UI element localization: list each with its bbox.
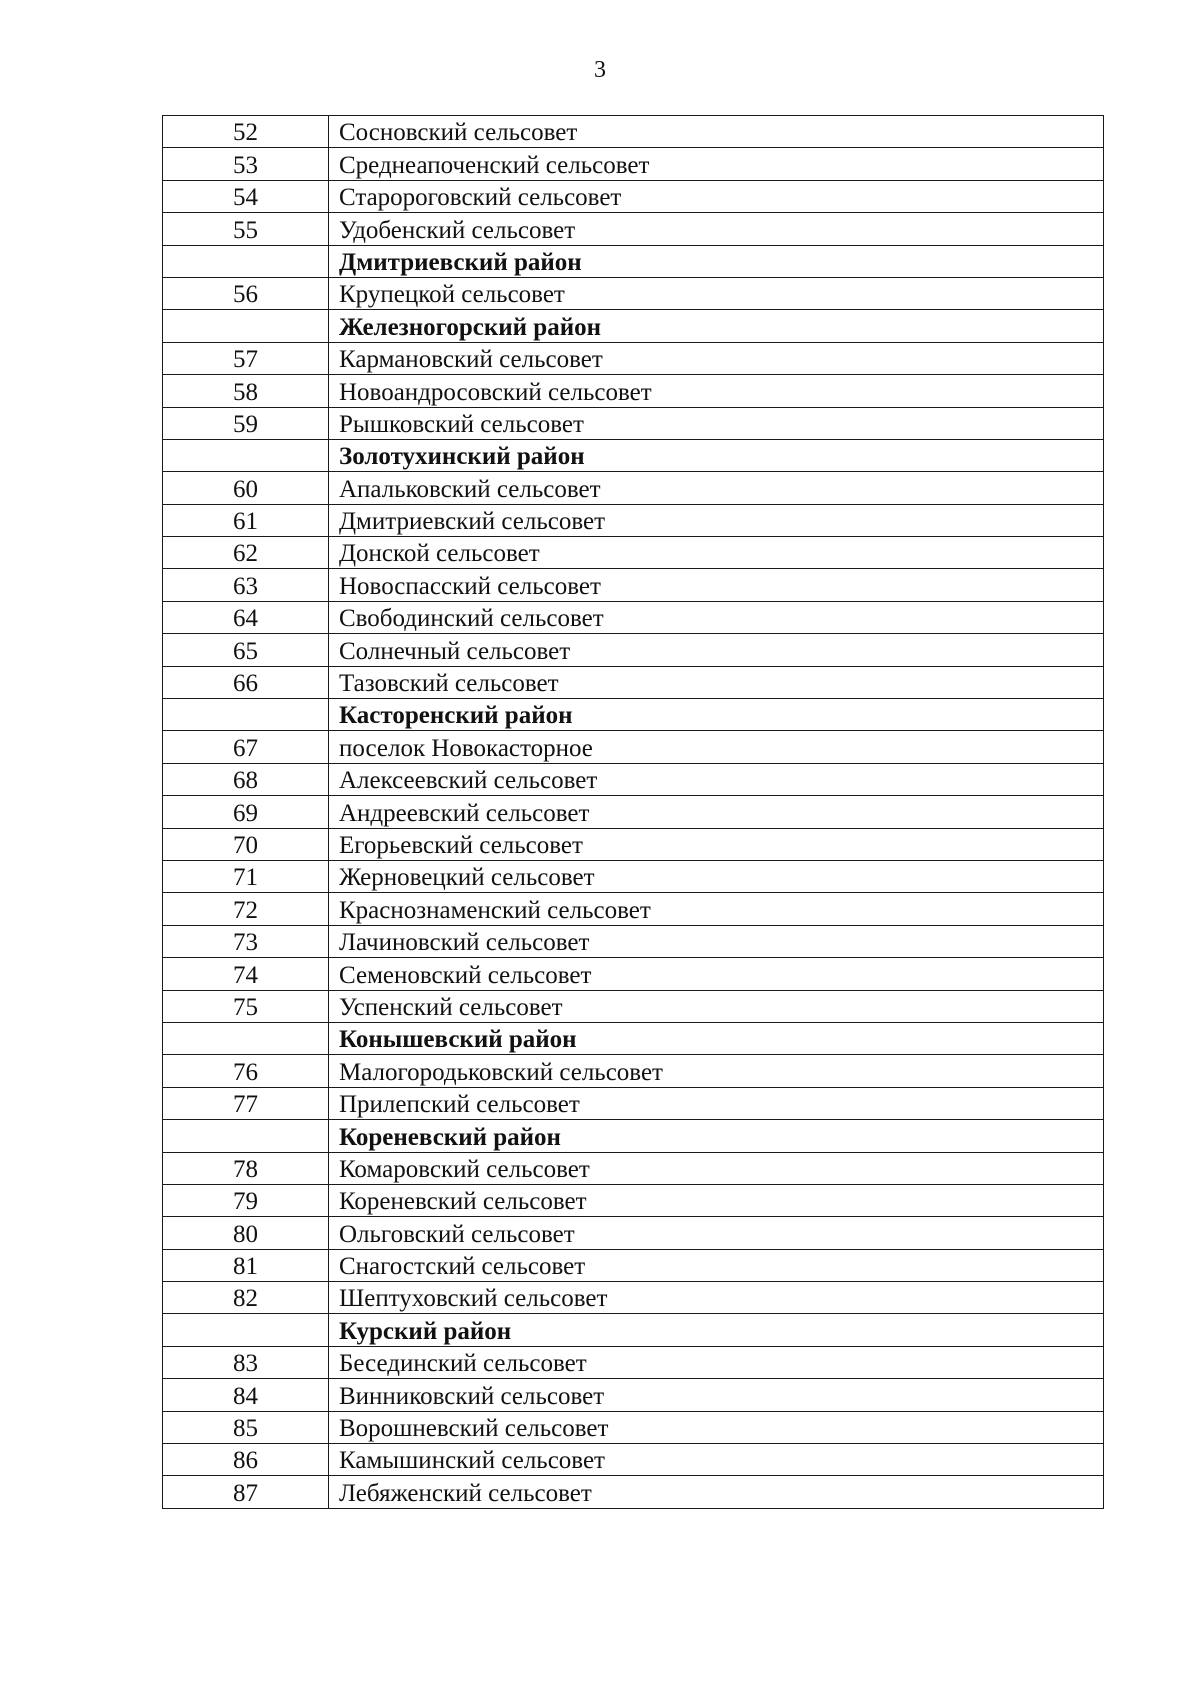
- row-number: [163, 699, 329, 731]
- district-header-row: [163, 439, 1104, 471]
- municipality-name: Малогородьковский сельсовет: [329, 1055, 1104, 1087]
- row-number: 61: [163, 504, 329, 536]
- table-row: [163, 1152, 1104, 1184]
- row-number: 72: [163, 893, 329, 925]
- row-number: 84: [163, 1379, 329, 1411]
- row-number: [163, 310, 329, 342]
- municipality-name: Кореневский сельсовет: [329, 1184, 1104, 1216]
- municipality-name: Старороговский сельсовет: [329, 180, 1104, 212]
- table-row: [163, 990, 1104, 1022]
- row-number: 62: [163, 537, 329, 569]
- municipality-name: Донской сельсовет: [329, 537, 1104, 569]
- row-number: 81: [163, 1249, 329, 1281]
- table-row: [163, 407, 1104, 439]
- municipality-name: Новоандросовский сельсовет: [329, 375, 1104, 407]
- table-row: [163, 925, 1104, 957]
- table-row: [163, 180, 1104, 212]
- municipality-name: Семеновский сельсовет: [329, 958, 1104, 990]
- row-number: 60: [163, 472, 329, 504]
- row-number: 55: [163, 213, 329, 245]
- row-number: 75: [163, 990, 329, 1022]
- district-header-row: [163, 310, 1104, 342]
- table-row: [163, 763, 1104, 795]
- municipality-name: Лебяженский сельсовет: [329, 1476, 1104, 1508]
- table-row: [163, 375, 1104, 407]
- page-number: 3: [594, 57, 606, 83]
- table-row: [163, 796, 1104, 828]
- table-row: [163, 569, 1104, 601]
- district-header-row: [163, 1314, 1104, 1346]
- municipality-name: Лачиновский сельсовет: [329, 925, 1104, 957]
- district-name: Железногорский район: [329, 310, 1104, 342]
- table-row: [163, 1411, 1104, 1443]
- row-number: [163, 1314, 329, 1346]
- municipality-name: Жерновецкий сельсовет: [329, 860, 1104, 892]
- municipality-name: Андреевский сельсовет: [329, 796, 1104, 828]
- district-name: Дмитриевский район: [329, 245, 1104, 277]
- table-row: [163, 1282, 1104, 1314]
- row-number: 77: [163, 1087, 329, 1119]
- municipality-name: Бесединский сельсовет: [329, 1346, 1104, 1378]
- row-number: 86: [163, 1444, 329, 1476]
- table-row: [163, 1184, 1104, 1216]
- row-number: 66: [163, 666, 329, 698]
- table-row: [163, 1217, 1104, 1249]
- municipality-table: [162, 115, 1104, 1509]
- municipality-name: Краснознаменский сельсовет: [329, 893, 1104, 925]
- row-number: 85: [163, 1411, 329, 1443]
- table-row: [163, 1444, 1104, 1476]
- table-row: [163, 634, 1104, 666]
- municipality-name: Винниковский сельсовет: [329, 1379, 1104, 1411]
- row-number: 68: [163, 763, 329, 795]
- table-row: [163, 148, 1104, 180]
- municipality-name: поселок Новокасторное: [329, 731, 1104, 763]
- municipality-name: Новоспасский сельсовет: [329, 569, 1104, 601]
- row-number: 79: [163, 1184, 329, 1216]
- municipality-name: Солнечный сельсовет: [329, 634, 1104, 666]
- row-number: 57: [163, 342, 329, 374]
- table-row: [163, 116, 1104, 148]
- municipality-name: Тазовский сельсовет: [329, 666, 1104, 698]
- row-number: 54: [163, 180, 329, 212]
- municipality-name: Крупецкой сельсовет: [329, 277, 1104, 309]
- row-number: [163, 1022, 329, 1054]
- municipality-name: Шептуховский сельсовет: [329, 1282, 1104, 1314]
- row-number: 76: [163, 1055, 329, 1087]
- row-number: 69: [163, 796, 329, 828]
- table-row: [163, 601, 1104, 633]
- row-number: [163, 245, 329, 277]
- municipality-name: Ворошневский сельсовет: [329, 1411, 1104, 1443]
- row-number: 74: [163, 958, 329, 990]
- row-number: [163, 439, 329, 471]
- table-row: [163, 893, 1104, 925]
- municipality-name: Апальковский сельсовет: [329, 472, 1104, 504]
- table-row: [163, 731, 1104, 763]
- table-row: [163, 828, 1104, 860]
- row-number: 80: [163, 1217, 329, 1249]
- row-number: 65: [163, 634, 329, 666]
- municipality-name: Снагостский сельсовет: [329, 1249, 1104, 1281]
- table-row: [163, 958, 1104, 990]
- row-number: 64: [163, 601, 329, 633]
- municipality-name: Комаровский сельсовет: [329, 1152, 1104, 1184]
- table-row: [163, 277, 1104, 309]
- table-row: [163, 860, 1104, 892]
- row-number: 70: [163, 828, 329, 860]
- row-number: 78: [163, 1152, 329, 1184]
- row-number: 59: [163, 407, 329, 439]
- municipality-name: Среднеапоченский сельсовет: [329, 148, 1104, 180]
- municipality-name: Алексеевский сельсовет: [329, 763, 1104, 795]
- row-number: 63: [163, 569, 329, 601]
- district-header-row: [163, 1120, 1104, 1152]
- table-row: [163, 537, 1104, 569]
- table-row: [163, 1087, 1104, 1119]
- municipality-name: Камышинский сельсовет: [329, 1444, 1104, 1476]
- district-header-row: [163, 699, 1104, 731]
- district-name: Золотухинский район: [329, 439, 1104, 471]
- municipality-name: Рышковский сельсовет: [329, 407, 1104, 439]
- table-row: [163, 1476, 1104, 1508]
- row-number: 67: [163, 731, 329, 763]
- district-name: Конышевский район: [329, 1022, 1104, 1054]
- row-number: 73: [163, 925, 329, 957]
- municipality-name: Удобенский сельсовет: [329, 213, 1104, 245]
- municipality-name: Ольговский сельсовет: [329, 1217, 1104, 1249]
- municipality-name: Кармановский сельсовет: [329, 342, 1104, 374]
- table-body: [163, 116, 1104, 1509]
- table-row: [163, 504, 1104, 536]
- municipality-name: Егорьевский сельсовет: [329, 828, 1104, 860]
- row-number: 52: [163, 116, 329, 148]
- table-row: [163, 1055, 1104, 1087]
- table-row: [163, 342, 1104, 374]
- district-header-row: [163, 245, 1104, 277]
- row-number: 71: [163, 860, 329, 892]
- table-row: [163, 1379, 1104, 1411]
- municipality-name: Успенский сельсовет: [329, 990, 1104, 1022]
- table-row: [163, 1346, 1104, 1378]
- district-name: Касторенский район: [329, 699, 1104, 731]
- municipality-name: Сосновский сельсовет: [329, 116, 1104, 148]
- table-row: [163, 472, 1104, 504]
- row-number: 53: [163, 148, 329, 180]
- district-name: Курский район: [329, 1314, 1104, 1346]
- table-row: [163, 213, 1104, 245]
- district-header-row: [163, 1022, 1104, 1054]
- table-row: [163, 666, 1104, 698]
- municipality-name: Свободинский сельсовет: [329, 601, 1104, 633]
- row-number: 87: [163, 1476, 329, 1508]
- row-number: [163, 1120, 329, 1152]
- row-number: 82: [163, 1282, 329, 1314]
- municipality-name: Прилепский сельсовет: [329, 1087, 1104, 1119]
- district-name: Кореневский район: [329, 1120, 1104, 1152]
- row-number: 83: [163, 1346, 329, 1378]
- table-row: [163, 1249, 1104, 1281]
- municipality-name: Дмитриевский сельсовет: [329, 504, 1104, 536]
- row-number: 58: [163, 375, 329, 407]
- row-number: 56: [163, 277, 329, 309]
